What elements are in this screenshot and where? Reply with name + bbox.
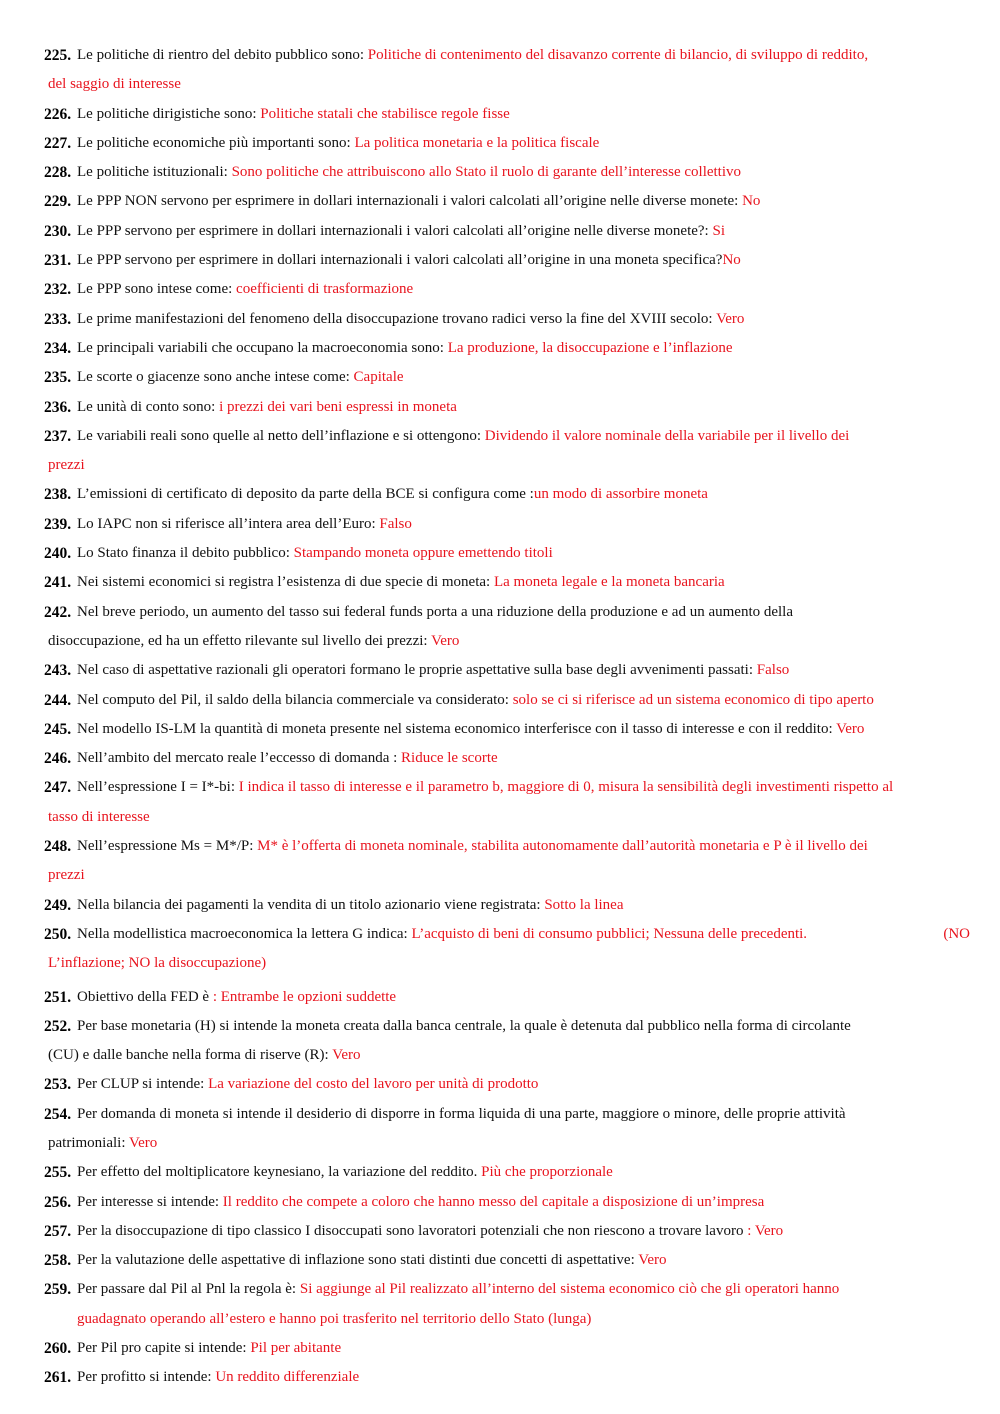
list-item <box>44 510 970 539</box>
question-text: Nel caso di aspettative razionali gli operatori formano le proprie aspettative sulla base degli avvenimenti passati: <box>77 662 757 679</box>
list-item <box>44 305 970 334</box>
item-line <box>77 516 412 532</box>
list-item <box>44 983 970 1012</box>
item-line <box>77 1340 341 1356</box>
answer-text: Si <box>712 222 725 239</box>
list-item <box>44 656 970 685</box>
list-item <box>44 1070 970 1099</box>
item-number: 225. <box>44 47 72 64</box>
answer-text-cont: tasso di interesse <box>48 808 150 825</box>
item-number: 247. <box>44 779 72 797</box>
question-text: Le scorte o giacenze sono anche intese come: <box>77 369 354 386</box>
list-item <box>44 480 970 509</box>
answer-note: (NO <box>943 925 970 942</box>
list-item <box>44 715 970 744</box>
answer-text: coefficienti di trasformazione <box>236 281 414 298</box>
item-continuation <box>48 70 970 99</box>
answer-text: Politiche statali che stabilisce regole fisse <box>260 105 510 122</box>
list-item <box>44 334 970 363</box>
list-item <box>44 744 970 773</box>
item-line <box>77 281 413 297</box>
item-number: 228. <box>44 164 72 182</box>
item-continuation <box>48 949 970 978</box>
list-item <box>44 1334 970 1363</box>
question-text: Lo Stato finanza il debito pubblico: <box>77 545 294 562</box>
list-item <box>44 773 970 832</box>
item-number: 240. <box>44 545 72 563</box>
item-number: 241. <box>44 574 72 592</box>
answer-text: Falso <box>379 515 412 532</box>
answer-text: La produzione, la disoccupazione e l’inflazione <box>447 339 733 356</box>
question-text: Nell’espressione I = I*-bi: <box>77 779 239 796</box>
question-text: Per CLUP si intende: <box>77 1076 209 1093</box>
item-line <box>77 750 498 766</box>
answer-text: I indica il tasso di interesse e il parametro b, maggiore di 0, misura la sensibilità degli investimenti rispetto al <box>238 779 894 796</box>
item-line <box>77 838 868 854</box>
question-text: Nel modello IS-LM la quantità di moneta presente nel sistema economico interferisce con il tasso di interesse e con il reddito: <box>77 720 837 737</box>
answer-text: i prezzi dei vari beni espressi in moneta <box>219 398 457 415</box>
answer-text: No <box>722 252 741 269</box>
item-continuation <box>48 1041 970 1070</box>
item-line <box>77 252 741 268</box>
list-item <box>44 1363 970 1392</box>
item-number: 235. <box>44 369 72 387</box>
item-number: 261. <box>44 1369 72 1387</box>
question-text: Nel breve periodo, un aumento del tasso sui federal funds porta a una riduzione della produzione e ad un aumento della <box>77 603 794 620</box>
answer-text: Il reddito che compete a coloro che hanno messo del capitale a disposizione di un’impresa <box>222 1193 765 1210</box>
question-text: Nell’ambito del mercato reale l’eccesso di domanda : <box>77 750 402 767</box>
item-number: 242. <box>44 603 72 621</box>
item-line <box>77 340 733 356</box>
item-line <box>77 1076 538 1092</box>
item-number: 245. <box>44 720 72 738</box>
item-number: 253. <box>44 1076 72 1094</box>
item-continuation <box>77 1305 970 1334</box>
answer-text: L’acquisto di beni di consumo pubblici; Nessuna delle precedenti. <box>411 925 808 942</box>
item-number: 258. <box>44 1252 72 1270</box>
question-text: Nei sistemi economici si registra l’esistenza di due specie di moneta: <box>77 574 494 591</box>
answer-text-cont: L’inflazione; NO la disoccupazione) <box>48 955 267 972</box>
item-line <box>77 428 849 444</box>
list-item <box>44 187 970 216</box>
answer-text: Riduce le scorte <box>401 750 498 767</box>
list-item <box>44 217 970 246</box>
answer-text: La moneta legale e la moneta bancaria <box>493 574 725 591</box>
item-line <box>77 486 708 502</box>
item-number: 251. <box>44 988 72 1006</box>
list-item <box>44 1275 970 1334</box>
item-line <box>77 1194 764 1210</box>
item-line <box>77 721 864 737</box>
list-item <box>44 158 970 187</box>
item-number: 231. <box>44 252 72 270</box>
list-item <box>44 1012 970 1071</box>
item-continuation <box>48 861 970 890</box>
answer-text: : Entrambe le opzioni suddette <box>212 988 397 1005</box>
item-line <box>77 369 404 385</box>
list-item <box>44 363 970 392</box>
list-item <box>44 832 970 891</box>
item-continuation <box>48 451 970 480</box>
answer-text: solo se ci si riferisce ad un sistema economico di tipo aperto <box>512 691 874 708</box>
item-line <box>77 779 893 795</box>
item-number: 260. <box>44 1340 72 1358</box>
item-continuation <box>48 803 970 832</box>
answer-text: Vero <box>638 1252 667 1269</box>
question-text: Le politiche dirigistiche sono: <box>77 105 261 122</box>
item-number: 239. <box>44 515 72 533</box>
list-item <box>44 598 970 657</box>
answer-text: Dividendo il valore nominale della variabile per il livello dei <box>484 427 850 444</box>
answer-text-cont: guadagnato operando all’estero e hanno poi trasferito nel territorio dello Stato (lunga) <box>77 1310 592 1327</box>
answer-text: La politica monetaria e la politica fiscale <box>354 134 600 151</box>
question-text: Le politiche istituzionali: <box>77 164 232 181</box>
answer-text: No <box>742 193 761 210</box>
item-line <box>77 1106 846 1122</box>
list-item <box>44 1217 970 1246</box>
list-item <box>44 393 970 422</box>
item-number: 229. <box>44 193 72 211</box>
item-line <box>77 897 624 913</box>
question-text-cont: patrimoniali: <box>48 1134 129 1151</box>
item-number: 237. <box>44 427 72 445</box>
item-number: 232. <box>44 281 72 299</box>
list-item <box>44 246 970 275</box>
answer-text: Sotto la linea <box>544 896 624 913</box>
item-number: 259. <box>44 1281 72 1299</box>
list-item <box>44 41 970 100</box>
item-continuation <box>48 1129 970 1158</box>
item-number: 236. <box>44 398 72 416</box>
question-text: Nella bilancia dei pagamenti la vendita di un titolo azionario viene registrata: <box>77 896 545 913</box>
item-number: 255. <box>44 1164 72 1182</box>
item-number: 248. <box>44 838 72 856</box>
answer-text-cont: prezzi <box>48 867 85 884</box>
question-text: Per interesse si intende: <box>77 1193 223 1210</box>
list-item <box>44 891 970 920</box>
list-item <box>44 275 970 304</box>
item-line <box>77 193 760 209</box>
answer-text: Stampando moneta oppure emettendo titoli <box>293 545 553 562</box>
question-text: Lo IAPC non si riferisce all’intera area dell’Euro: <box>77 515 380 532</box>
question-text: Le PPP sono intese come: <box>77 281 237 298</box>
question-text-cont: (CU) e dalle banche nella forma di riserve (R): <box>48 1047 333 1064</box>
question-text: Obiettivo della FED è <box>77 988 213 1005</box>
question-text: Per domanda di moneta si intende il desiderio di disporre in forma liquida di una parte, maggiore o minore, delle proprie attività <box>77 1105 846 1122</box>
item-line <box>77 692 874 708</box>
list-item <box>44 1246 970 1275</box>
item-number: 252. <box>44 1017 72 1035</box>
item-number: 234. <box>44 339 72 357</box>
item-line <box>77 662 789 678</box>
item-line <box>77 545 553 561</box>
question-text: Per la disoccupazione di tipo classico I disoccupati sono lavoratori potenziali che non riescono a trovare lavoro <box>77 1222 748 1239</box>
answer-text-cont: prezzi <box>48 457 85 474</box>
item-number: 233. <box>44 310 72 328</box>
question-text: Nella modellistica macroeconomica la lettera G indica: <box>77 925 412 942</box>
list-item <box>44 686 970 715</box>
item-number: 254. <box>44 1105 72 1123</box>
question-text: Le politiche economiche più importanti sono: <box>77 134 355 151</box>
list-item <box>44 568 970 597</box>
answer-text: Falso <box>756 662 790 679</box>
answer-text: Capitale <box>353 369 404 386</box>
item-number: 238. <box>44 486 72 504</box>
item-line <box>77 311 744 327</box>
item-number: 257. <box>44 1222 72 1240</box>
answer-text-cont: del saggio di interesse <box>48 76 181 93</box>
item-number: 244. <box>44 691 72 709</box>
question-text: Per effetto del moltiplicatore keynesiano, la variazione del reddito. <box>77 1164 482 1181</box>
list-item <box>44 920 970 983</box>
list-item <box>44 1188 970 1217</box>
list-item <box>44 539 970 568</box>
item-line <box>77 399 457 415</box>
question-text: Le PPP servono per esprimere in dollari internazionali i valori calcolati all’origine in una moneta specifica? <box>77 252 723 269</box>
item-line <box>77 604 793 620</box>
list-item <box>44 1158 970 1187</box>
item-line <box>77 925 970 942</box>
item-line <box>77 106 510 122</box>
answer-text: Si aggiunge al Pil realizzato all’interno del sistema economico ciò che gli operatori hanno <box>299 1281 840 1298</box>
question-text: Le principali variabili che occupano la macroeconomia sono: <box>77 339 448 356</box>
list-item <box>44 100 970 129</box>
question-text-cont: disoccupazione, ed ha un effetto rilevante sul livello dei prezzi: <box>48 632 432 649</box>
item-line <box>77 47 868 63</box>
item-line <box>77 223 725 239</box>
question-text: Per Pil pro capite si intende: <box>77 1340 251 1357</box>
answer-text: Politiche di contenimento del disavanzo corrente di bilancio, di sviluppo di reddito, <box>367 47 869 63</box>
answer-text: un modo di assorbire moneta <box>533 486 708 503</box>
item-number: 227. <box>44 134 72 152</box>
list-item <box>44 1100 970 1159</box>
item-line <box>77 164 741 180</box>
list-item <box>44 422 970 481</box>
answer-text: La variazione del costo del lavoro per unità di prodotto <box>208 1076 539 1093</box>
item-line <box>77 135 599 151</box>
item-line <box>77 989 396 1005</box>
question-text: Per passare dal Pil al Pnl la regola è: <box>77 1281 300 1298</box>
item-line <box>77 1223 783 1239</box>
answer-text: M* è l’offerta di moneta nominale, stabilita autonomamente dall’autorità monetaria e P è il livello dei <box>257 838 868 855</box>
item-line <box>77 1369 359 1385</box>
item-number: 246. <box>44 750 72 768</box>
item-line <box>77 1252 667 1268</box>
item-line <box>77 1281 839 1297</box>
list-item <box>44 129 970 158</box>
item-line <box>77 574 725 590</box>
item-number: 243. <box>44 662 72 680</box>
item-continuation <box>48 627 970 656</box>
question-text: Per la valutazione delle aspettative di inflazione sono stati distinti due concetti di aspettative: <box>77 1252 639 1269</box>
question-text: Nel computo del Pil, il saldo della bilancia commerciale va considerato: <box>77 691 513 708</box>
item-number: 256. <box>44 1193 72 1211</box>
question-text: Le PPP NON servono per esprimere in dollari internazionali i valori calcolati all’origine nelle diverse monete: <box>77 193 743 210</box>
question-text: Le prime manifestazioni del fenomeno della disoccupazione trovano radici verso la fine del XVIII secolo: <box>77 310 717 327</box>
answer-text: Un reddito differenziale <box>215 1369 360 1386</box>
question-text: Nell’espressione Ms = M*/P: <box>77 838 258 855</box>
question-text: Le variabili reali sono quelle al netto dell’inflazione e si ottengono: <box>77 427 485 444</box>
question-text: Le PPP servono per esprimere in dollari internazionali i valori calcolati all’origine nelle diverse monete?: <box>77 222 713 239</box>
item-line <box>77 1164 613 1180</box>
question-text: Le unità di conto sono: <box>77 398 220 415</box>
question-text: L’emissioni di certificato di deposito da parte della BCE si configura come : <box>77 486 534 503</box>
question-text: Per profitto si intende: <box>77 1369 216 1386</box>
item-number: 249. <box>44 896 72 914</box>
answer-text: : Vero <box>747 1222 784 1239</box>
answer-text: Più che proporzionale <box>481 1164 613 1181</box>
item-number: 250. <box>44 925 72 943</box>
answer-text-cont: Vero <box>128 1134 158 1151</box>
question-text: Le politiche di rientro del debito pubblico sono: <box>77 47 368 63</box>
answer-text: Vero <box>836 720 865 737</box>
answer-text-cont: Vero <box>332 1047 361 1064</box>
answer-text: Pil per abitante <box>250 1340 342 1357</box>
item-line <box>77 1018 851 1034</box>
question-text: Per base monetaria (H) si intende la moneta creata dalla banca centrale, la quale è detenuta dal pubblico nella forma di circolante <box>77 1017 851 1034</box>
item-number: 230. <box>44 222 72 240</box>
answer-text: Sono politiche che attribuiscono allo Stato il ruolo di garante dell’interesse collettivo <box>231 164 742 181</box>
answer-text-cont: Vero <box>431 632 460 649</box>
answer-text: Vero <box>716 310 745 327</box>
item-number: 226. <box>44 105 72 123</box>
